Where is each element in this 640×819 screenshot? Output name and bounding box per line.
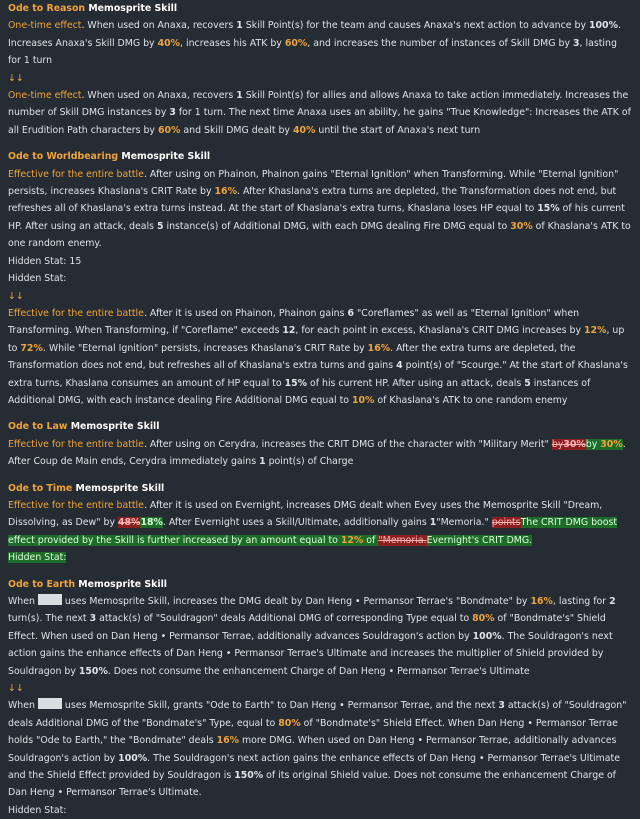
deleted-text: 48%: [117, 517, 141, 529]
change-arrow: ↓↓: [8, 290, 24, 302]
hidden-stat: Hidden Stat:: [8, 273, 67, 285]
hidden-stat: Hidden Stat: 15: [8, 255, 82, 267]
hidden-stat: Hidden Stat:: [8, 804, 67, 816]
deleted-text: "Memoria.: [378, 534, 427, 546]
old-effect-text: Effective for the entire battle. After using on Phainon, Phainon gains "Eternal Ignition" when Transforming. While "Eternal Ignition" persists, increases Khaslana's CRIT Rate by 16%. After Khaslana's extra turns are depleted, the Transformation does not end, but refreshes all of Khaslana's extra turns instead. At the start of Khaslana's extra turns, Khaslana loses HP equal to 15% of his current HP. After using an attack, deals 5 instance(s) of Additional DMG, with each DMG dealing Fire DMG equal to 30% of Khaslana's ATK to one random enemy.: [8, 168, 631, 250]
section-title-ode-to-worldbearing: Ode to Worldbearing Memosprite Skill: [8, 151, 211, 163]
deleted-text: points: [491, 517, 521, 529]
new-effect-text: Effective for the entire battle. After it is used on Phainon, Phainon gains 6 "Coreflames" as well as "Eternal Ignition" when Transforming. When Transforming, if "Coreflame" exceeds 12, for each point in excess, Khaslana's CRIT DMG increases by 12%, up to 72%. While "Eternal Ignition" persists, increases Khaslana's CRIT Rate by 16%. After the extra turns are depleted, the Transformation does not end, but refreshes all of Khaslana's extra turns and gains 4 point(s) of "Scourge." At the start of Khaslana's extra turns, Khaslana consumes an amount of HP equal to 15% of his current HP. After using an attack, deals 5 instances of Additional DMG, with each instance dealing Fire Additional DMG equal to 10% of Khaslana's ATK to one random enemy: [8, 307, 628, 406]
section-title-ode-to-reason: Ode to Reason Memosprite Skill: [8, 3, 178, 14]
redacted-name-block: [38, 594, 62, 605]
change-arrow: ↓↓: [8, 683, 24, 695]
change-arrow: ↓↓: [8, 72, 24, 84]
inserted-text: 18%: [140, 517, 163, 529]
effect-text-diff: Effective for the entire battle. After using on Cerydra, increases the CRIT DMG of the character with "Military Merit" by30%by 30%. After Coup de Main ends, Cerydra immediately gains 1 point(s) of Charge: [8, 438, 626, 468]
old-effect-text: When uses Memosprite Skill, increases the DMG dealt by Dan Heng • Permansor Terrae's "Bondmate" by 16%, lasting for 2 turn(s). The next 3 attack(s) of "Souldragon" deals Additional DMG of corresponding Type equal to 80% of "Bondmate's" Shield Effect. When used on Dan Heng • Permansor Terrae, additionally advances Souldragon's action by 100%. The Souldragon's next action gains the enhance effects of Dan Heng • Permansor Terrae's Ultimate and increases the multiplier of Shield provided by Souldragon by 150%. Does not consume the enhancement Charge of Dan Heng • Permansor Terrae's Ultimate: [8, 596, 616, 677]
new-effect-text: One-time effect. When used on Anaxa, recovers 1 Skill Point(s) for allies and allows Anaxa to take action immediately. Increases the number of Skill DMG instances by 3 for 1 turn. The next time Anaxa uses an ability, he gains "True Knowledge": Increases the ATK of all Erudition Path characters by 60% and Skill DMG dealt by 40% until the start of Anaxa's next turn: [8, 90, 631, 136]
section-title-ode-to-time: Ode to Time Memosprite Skill: [8, 482, 165, 494]
effect-text-diff: Effective for the entire battle. After it is used on Evernight, increases DMG dealt when Evey uses the Memosprite Skill "Dream, Dissolving, as Dew" by 48%18%. After Evernight uses a Skill/Ultimate, additionally gains 1"Memoria." pointsThe CRIT DMG boost effect provided by the Skill is further increased by an amount equal to 12% of "Memoria.Evernight's CRIT DMG.: [8, 499, 618, 546]
section-title-ode-to-earth: Ode to Earth Memosprite Skill: [8, 578, 168, 590]
inserted-text: The CRIT DMG boost effect provided by the Skill is further increased by an amount equal to 12% of: [8, 517, 618, 546]
hidden-stat: Hidden Stat:: [8, 552, 67, 564]
inserted-text: Evernight's CRIT DMG.: [426, 534, 533, 546]
new-effect-text: When uses Memosprite Skill, grants "Ode to Earth" to Dan Heng • Permansor Terrae, and the next 3 attack(s) of "Souldragon" deals Additional DMG of the "Bondmate's" Type, equal to 80% of "Bondmate's" Shield Effect. When Dan Heng • Permansor Terrae holds "Ode to Earth," the "Bondmate" deals 16% more DMG. When used on Dan Heng • Permansor Terrae, additionally advances Souldragon's action by 100%. The Souldragon's next action gains the enhance effects of Dan Heng • Permansor Terrae's Ultimate and the Shield Effect provided by Souldragon is 150% of its original Shield value. Does not consume the enhancement Charge of Dan Heng • Permansor Terrae's Ultimate.: [8, 700, 627, 799]
redacted-name-block: [38, 698, 62, 709]
deleted-text: by30%: [551, 438, 586, 450]
old-effect-text: One-time effect. When used on Anaxa, recovers 1 Skill Point(s) for the team and causes Anaxa's next action to advance by 100%. Increases Anaxa's Skill DMG by 40%, increases his ATK by 60%, and increases the number of instances of Skill DMG by 3, lasting for 1 turn: [8, 20, 621, 67]
section-title-ode-to-law: Ode to Law Memosprite Skill: [8, 421, 160, 433]
inserted-text: by 30%: [585, 438, 623, 450]
